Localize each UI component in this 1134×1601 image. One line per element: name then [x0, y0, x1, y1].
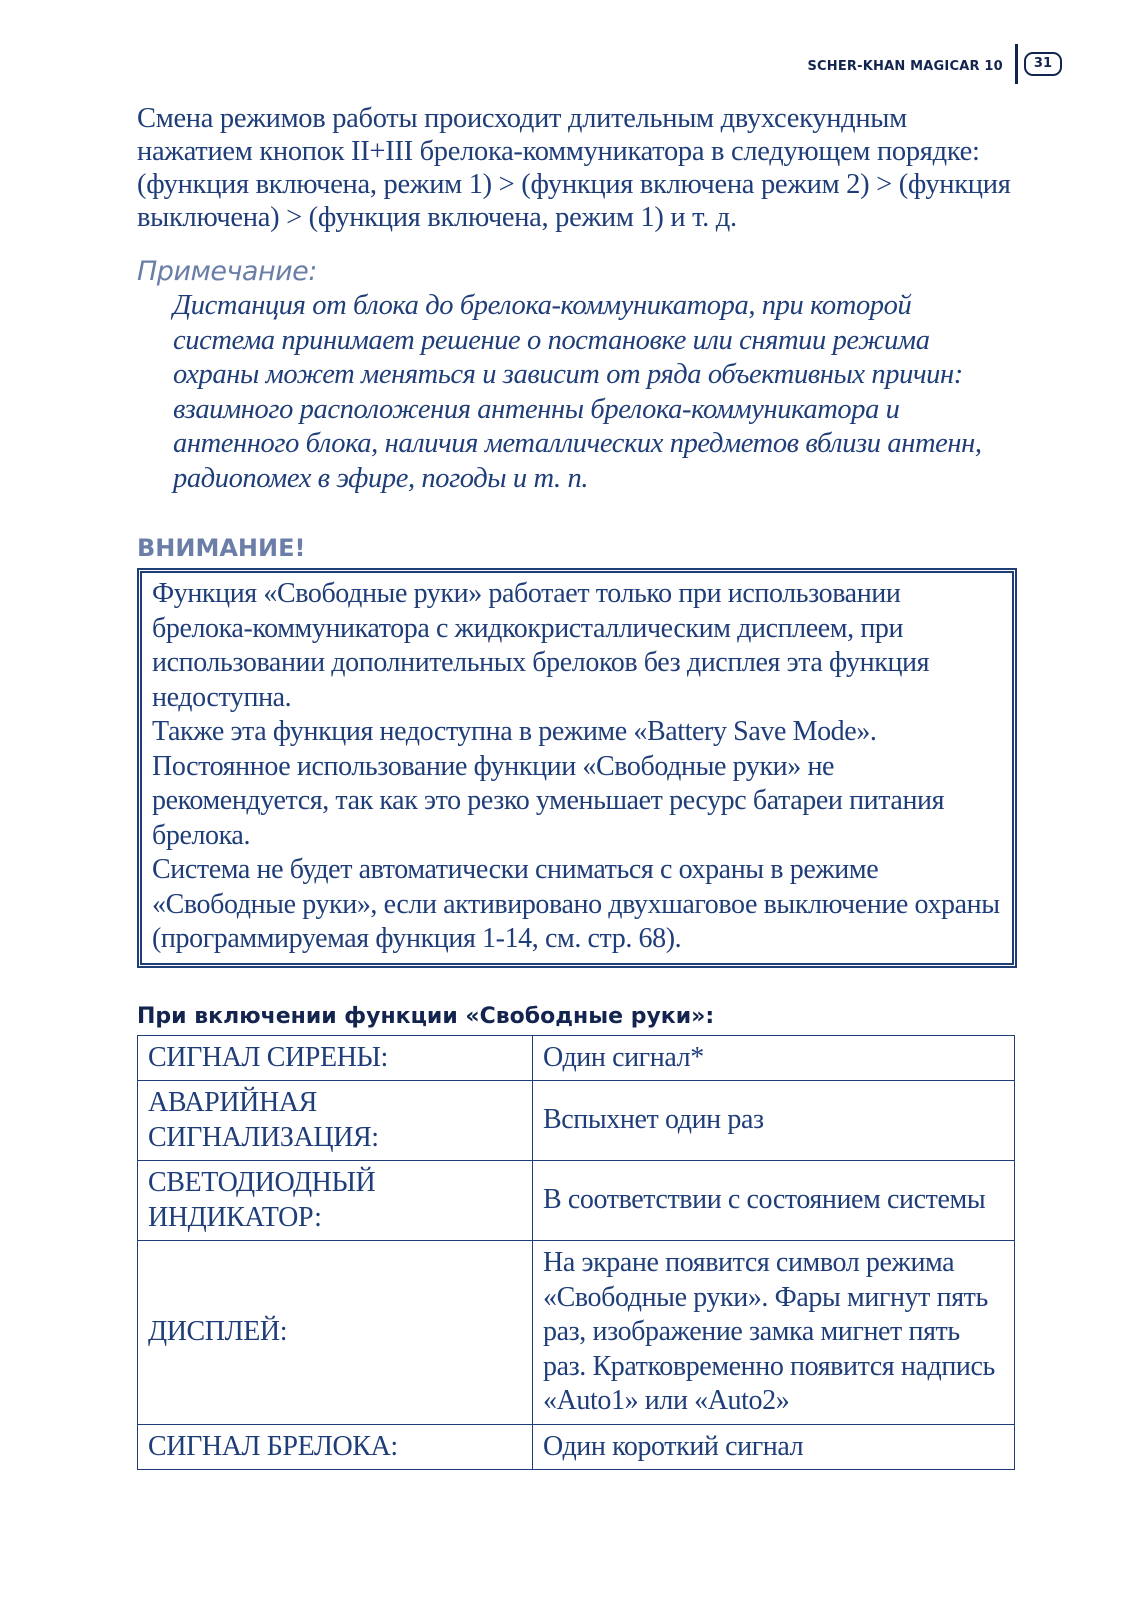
- signals-table: [137, 1035, 1015, 1471]
- row-value: Вспыхнет один раз: [533, 1081, 1015, 1161]
- table-heading: При включении функции «Свободные руки»:: [137, 1003, 715, 1029]
- intro-paragraph: Смена режимов работы происходит длительным двухсекундным нажатием кнопок II+III брелока-коммуникатора в следующем порядке: (функция включена, режим 1) > (функция включена режим 2) > (функция выключена) > (функция включена, режим 1) и т. д.: [137, 103, 1011, 233]
- warning-paragraph: Система не будет автоматически сниматься с охраны в режиме «Свободные руки», если активировано двухшаговое выключение охраны (программируемая функция 1-14, см. стр. 68).: [152, 854, 1000, 954]
- page-header: [807, 44, 1062, 84]
- warning-box: [137, 568, 1017, 968]
- row-value: Один короткий сигнал: [533, 1424, 1015, 1470]
- row-value: Один сигнал*: [533, 1035, 1015, 1081]
- warning-heading: ВНИМАНИЕ!: [137, 534, 306, 562]
- warning-paragraph: Постоянное использование функции «Свободные руки» не рекомендуется, так как это резко уменьшает ресурс батареи питания брелока.: [152, 750, 945, 851]
- note-heading: Примечание:: [137, 256, 317, 287]
- row-label: ДИСПЛЕЙ:: [138, 1241, 533, 1425]
- row-value: На экране появится символ режима «Свободные руки». Фары мигнут пять раз, изображение замка мигнет пять раз. Кратковременно появится надпись «Auto1» или «Auto2»: [533, 1241, 1015, 1425]
- note-text: Дистанция от блока до брелока-коммуникатора, при которой система принимает решение о постановке или снятии режима охраны может меняться и зависит от ряда объективных причин: взаимного расположения антенны брелока-коммуникатора и антенного блока, наличия металлических предметов вблизи антенн, радиопомех в эфире, погоды и т. п.: [173, 290, 982, 494]
- table-row: [138, 1241, 1015, 1425]
- page-number: 31: [1024, 52, 1062, 76]
- row-label: СВЕТОДИОДНЫЙ ИНДИКАТОР:: [138, 1161, 533, 1241]
- row-label: СИГНАЛ БРЕЛОКА:: [138, 1424, 533, 1470]
- table-row: [138, 1035, 1015, 1081]
- page-content: [137, 102, 1017, 1470]
- brand-title: SCHER-KHAN MAGICAR 10: [807, 58, 1003, 74]
- row-value: В соответствии с состоянием системы: [533, 1161, 1015, 1241]
- warning-paragraph: Также эта функция недоступна в режиме «Battery Save Mode».: [152, 716, 877, 747]
- table-row: [138, 1081, 1015, 1161]
- warning-paragraph: Функция «Свободные руки» работает только при использовании брелока-коммуникатора с жидкокристаллическим дисплеем, при использовании дополнительных брелоков без дисплея эта функция недоступна.: [152, 578, 930, 713]
- table-row: [138, 1161, 1015, 1241]
- header-divider: [1015, 44, 1018, 84]
- row-label: АВАРИЙНАЯ СИГНАЛИЗАЦИЯ:: [138, 1081, 533, 1161]
- row-label: СИГНАЛ СИРЕНЫ:: [138, 1035, 533, 1081]
- table-row: [138, 1424, 1015, 1470]
